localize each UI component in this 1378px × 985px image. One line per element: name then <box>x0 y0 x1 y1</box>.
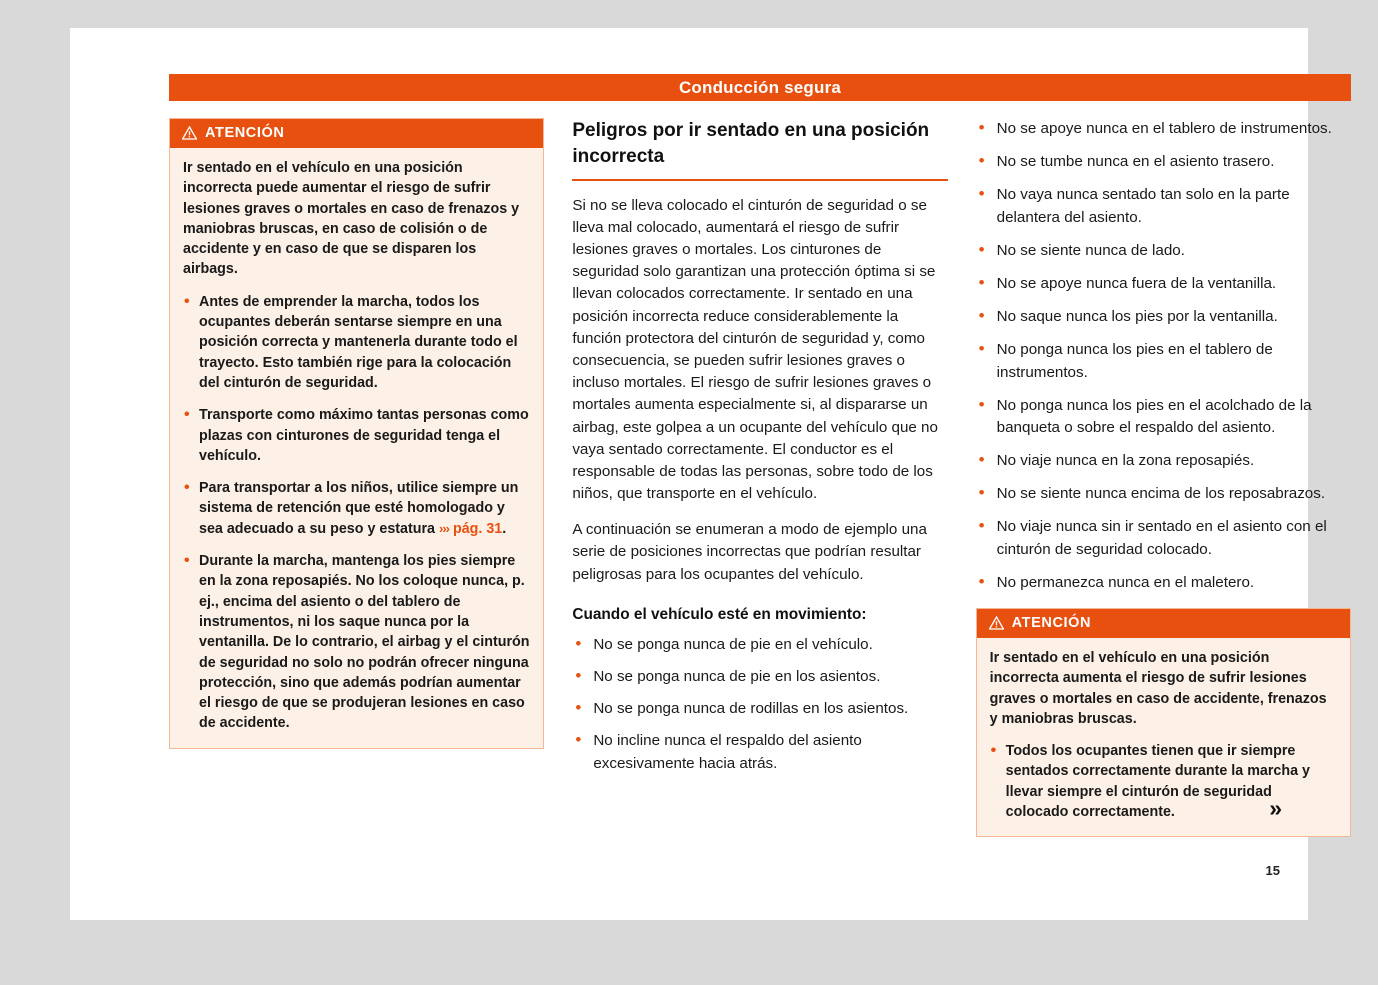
paragraph: Si no se lleva colocado el cinturón de seguridad o se lleva mal colocado, aumentará el riesgo de sufrir lesiones graves o mortales. Los cinturones de seguridad solo garantizan una protección óptima si se llevan colocados correctamente. Ir sentado en una posición incorrecta reduce considerablemente la función protectora del cinturón de seguridad y, como consecuencia, se pueden sufrir lesiones graves o incluso mortales. El riesgo de sufrir lesiones graves o mortales aumenta especialmente si, al dispararse un airbag, este golpea a un ocupante del vehículo que no vaya sentado correctamente. El conductor es el responsable de todas las personas, sobre todo de los niños, que transporte en el vehículo. <box>572 196 938 503</box>
page-columns <box>169 118 1351 837</box>
list-item: • No se apoye nunca en el tablero de instrumentos. <box>976 118 1351 140</box>
document-page <box>70 28 1332 920</box>
list-item-with-reference <box>183 478 530 539</box>
reference-label: pág. 31 <box>448 520 503 537</box>
list-item: • No permanezca nunca en el maletero. <box>976 572 1351 594</box>
column-left <box>169 118 544 837</box>
list-item-text: Para transportar a los niños, utilice siempre un sistema de retención que esté homologado y sea adecuado a su peso y estatura <box>199 480 519 537</box>
page-header-title: Conducción segura <box>678 77 842 97</box>
warning-box-right-body <box>977 638 1350 836</box>
paragraph: A continuación se enumeran a modo de ejemplo una serie de posiciones incorrectas que podrían resultar peligrosas para los ocupantes del vehículo. <box>572 521 927 583</box>
warning-box-right-header <box>977 609 1350 638</box>
list-item: • No se apoye nunca fuera de la ventanilla. <box>976 273 1351 295</box>
list-item: • No vaya nunca sentado tan solo en la parte delantera del asiento. <box>976 184 1351 228</box>
page-header-banner <box>169 74 1351 101</box>
warning-left-list <box>183 292 530 734</box>
list-item: • Antes de emprender la marcha, todos los ocupantes deberán sentarse siempre en una posición correcta y mantenerla durante todo el trayecto. Esto también rige para la colocación del cinturón de seguridad. <box>183 292 530 393</box>
list-item-text-end: . <box>502 520 507 537</box>
list-item: • Durante la marcha, mantenga los pies siempre en la zona reposapiés. No los coloque nunca, p. ej., encima del asiento o del tablero de instrumentos, ni los saque nunca por la ventanilla. De lo contrario, el airbag y el cinturón de seguridad no solo no podrán ofrecer ninguna protección, sino que además podrían aumentar el riesgo de que se produjeran lesiones en caso de accidente. <box>183 551 530 734</box>
list-item: • No se ponga nunca de pie en el vehículo. <box>572 634 947 656</box>
incorrect-positions-list-part1 <box>572 634 947 775</box>
page-number: 15 <box>1265 863 1280 878</box>
warning-right-list <box>990 741 1337 822</box>
list-item: • No se tumbe nunca en el asiento trasero. <box>976 151 1351 173</box>
warning-triangle-icon <box>182 126 197 140</box>
warning-box-left <box>169 118 544 749</box>
subsection-title: Cuando el vehículo esté en movimiento: <box>572 605 867 623</box>
warning-box-right-label: ATENCIÓN <box>1011 615 1092 631</box>
list-item: • No se siente nunca de lado. <box>976 240 1351 262</box>
section-title: Peligros por ir sentado en una posición incorrecta <box>572 118 947 181</box>
list-item: • No incline nunca el respaldo del asiento excesivamente hacia atrás. <box>572 730 947 774</box>
list-item: • No viaje nunca sin ir sentado en el asiento con el cinturón de seguridad colocado. <box>976 516 1351 560</box>
list-item: • Todos los ocupantes tienen que ir siempre sentados correctamente durante la marcha y llevar siempre el cinturón de seguridad colocado correctamente. <box>990 741 1337 822</box>
next-page-chevron-icon[interactable]: » <box>1269 795 1282 821</box>
warning-right-intro: Ir sentado en el vehículo en una posición incorrecta aumenta el riesgo de sufrir lesiones graves o mortales en caso de accidente, frenazos y maniobras bruscas. <box>989 650 1327 727</box>
section-body <box>572 195 947 586</box>
reference-arrows-icon: ››› <box>438 520 449 536</box>
incorrect-positions-list-part2 <box>976 118 1351 594</box>
warning-box-left-header <box>170 119 543 148</box>
warning-box-left-label: ATENCIÓN <box>205 125 285 141</box>
list-item: • No se ponga nunca de rodillas en los asientos. <box>572 698 947 720</box>
cross-reference-link[interactable] <box>439 521 502 537</box>
list-item: • No saque nunca los pies por la ventanilla. <box>976 306 1351 328</box>
warning-left-intro: Ir sentado en el vehículo en una posición incorrecta puede aumentar el riesgo de sufrir lesiones graves o mortales en caso de frenazos y maniobras bruscas, en caso de colisión o de accidente y en caso de que se disparen los airbags. <box>183 160 520 278</box>
warning-box-right <box>976 608 1351 837</box>
list-item: • No viaje nunca en la zona reposapiés. <box>976 450 1351 472</box>
list-item: • No se siente nunca encima de los reposabrazos. <box>976 483 1351 505</box>
column-center <box>572 118 947 837</box>
list-item: • Transporte como máximo tantas personas como plazas con cinturones de seguridad tenga el vehículo. <box>183 405 530 466</box>
warning-box-left-body <box>170 148 543 748</box>
list-item: • No ponga nunca los pies en el tablero de instrumentos. <box>976 339 1351 383</box>
list-item: • No ponga nunca los pies en el acolchado de la banqueta o sobre el respaldo del asiento. <box>976 395 1351 439</box>
warning-triangle-icon <box>989 616 1004 630</box>
column-right <box>976 118 1351 837</box>
list-item: • No se ponga nunca de pie en los asientos. <box>572 666 947 688</box>
